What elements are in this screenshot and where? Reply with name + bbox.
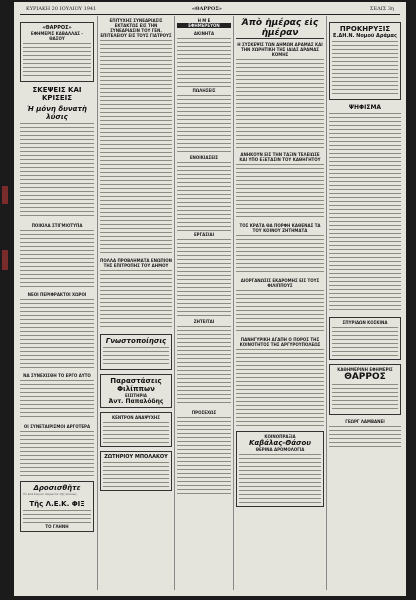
headline-3-body: [236, 235, 324, 275]
ferry-schedule-title-2: Καβάλας-Θάσου: [248, 439, 312, 447]
classified-body: [177, 326, 231, 406]
headline-5-body: [236, 349, 324, 427]
advert-notice-body: [103, 347, 169, 367]
advert-cafe-body: [103, 422, 169, 444]
article-1-body: [20, 123, 94, 219]
advert-3-title: ΓΕΩΡΓ ΛΑΜΒΑΝΕΙ: [345, 419, 385, 424]
classified-body: [177, 95, 231, 155]
section-body: [329, 113, 401, 313]
ferry-schedule-subtitle: ΘΕΡΙΝΑ ΔΡΟΜΟΛΟΓΙΑ: [255, 447, 305, 452]
advert-theatre-line-1: ΕΙΣΙΤΗΡΙΑ: [124, 393, 148, 398]
ferry-schedule-box: [236, 431, 324, 507]
column-1: [20, 18, 94, 590]
advert-1: [20, 481, 94, 532]
column-3: [177, 18, 231, 590]
advert-shop: [100, 451, 172, 491]
headline-4: ΔΙΟΡΓΑΝΩΣΙΣ ΕΚΔΡΟΜΗΣ ΕΙΣ ΤΟΥΣ ΦΙΛΙΠΠΟΥΣ: [240, 278, 320, 288]
headline-1: Η ΣΥΣΚΕΨΙΣ ΤΩΝ ΔΗΜΩΝ ΔΡΑΜΑΣ ΚΑΙ ΤΗΝ ΧΩΡΗΤΙΚΗ ΤΗΣ ΙΔΙΑΣ ΔΡΑΜΑΣ ΚΟΜΗΣ: [237, 42, 323, 57]
masthead-box: [20, 22, 94, 82]
classified-body: [177, 239, 231, 319]
advert-2-body: [23, 510, 91, 524]
headline-3: ΤΟΣ ΚΡΑΤΑ ΘΑ ΠΟΡΦΗ ΚΑΘΕΝΑΣ ΤΑ ΤΟΥ ΚΟΙΝΟΥ ΖΗΤΗΜΑΤΑ: [239, 223, 321, 233]
advert-2: [329, 364, 401, 415]
header-paper-name: «ΘΑΡΡΟΣ»: [192, 6, 222, 12]
advert-1-title: ΣΠΥΡΙΔΩΝ ΚΟΣΚΙΝΑ: [342, 320, 388, 325]
headline-2-body: [100, 270, 172, 330]
classified-item: ΕΝΟΙΚΙΑΣΕΙΣ: [189, 155, 219, 160]
advert-1-title: Δροσισθῆτε: [33, 484, 81, 492]
edge-mark-bottom: [2, 250, 8, 270]
advert-notice-title: Γνωστοποίησις: [105, 337, 167, 345]
advert-2-title: Τῆς Λ.Ε.Κ. ΦΙΞ: [29, 500, 85, 508]
article-5-body: [20, 431, 94, 477]
headline-2: ΑΝΗΚΟΥΝ ΕΙΣ ΤΗΝ ΤΑΞΙΝ ΤΕΛΕΙΩΣΕ ΚΑΙ ΥΠΟ ΕΞΕΤΑΣΙΝ ΤΟΥ ΚΑΘΗΓΗΤΟΥ: [239, 152, 321, 162]
advert-theatre-line-2: Ἀντ. Παπαλόδης: [108, 398, 164, 405]
article-2-title: ΠΟΙΚΙΛΑ ΣΤΙΓΜΙΟΤΥΠΑ: [31, 223, 83, 228]
section-title: ΣΚΕΨΕΙΣ ΚΑΙ ΚΡΙΣΕΙΣ: [32, 86, 82, 102]
advert-theatre: [100, 374, 172, 408]
headline-1-body: [236, 59, 324, 149]
advert-theatre-title: Παραστάσεις Φιλίππων: [110, 377, 162, 393]
newspaper-page: [14, 2, 406, 596]
headline-2-body: [236, 164, 324, 220]
article-5-title: ΟΙ ΣΥΝΕΤΑΙΡΙΣΜΟΙ ΑΡΓΟΤΕΡΑ: [23, 424, 91, 429]
classified-body: [177, 162, 231, 232]
advert-1-text: Τὸ καλύτερον παγωτὸν τῆς πόλεως: [23, 492, 77, 496]
advert-1: [329, 317, 401, 360]
column-separator: [97, 16, 98, 590]
masthead-details: [23, 43, 91, 79]
daily-banner: Ἀπὸ ἡμέρας εἰς ἡμέραν: [236, 18, 324, 39]
advert-cafe: [100, 412, 172, 447]
classified-item: ΑΚΙΝΗΤΑ: [193, 31, 215, 36]
advert-1-body: [332, 327, 398, 357]
headline-2: ΠΟΛΛΑ ΠΡΟΒΛΗΜΑΤΑ ΕΝΩΠΙΟΝ ΤΗΣ ΕΠΙΤΡΟΠΗΣ ΤΟΥ ΔΗΜΟΥ: [100, 258, 172, 268]
headline-5: ΠΑΝΗΓΥΡΙΚΗ ΑΓΑΠΗ Ο ΠΟΡΟΣ ΤΗΣ ΚΟΙΝΟΤΗΤΟΣ ΤΗΣ ΑΡΓΥΡΟΥΠΟΛΕΩΣ: [239, 337, 321, 347]
notice-body: [332, 41, 398, 97]
header-date: ΚΥΡΙΑΚΗ 20 ΙΟΥΛΙΟΥ 1941: [26, 6, 97, 12]
column-3-bottom-body: [177, 417, 231, 497]
header-rule: [20, 14, 400, 15]
advert-3-body: [329, 426, 401, 450]
advert-cafe-title: ΚΕΝΤΡΟΝ ΑΝΑΨΥΧΗΣ: [112, 415, 160, 420]
headline-4-body: [236, 290, 324, 334]
advert-3-title: ΤΟ ΓΛΗΝΗ: [45, 524, 69, 529]
column-separator: [233, 16, 234, 590]
notice-subtitle: Ε.ΔΗ.Ν. Νομοῦ Δράμας: [333, 33, 397, 39]
section-title: ΨΗΦΙΣΜΑ: [348, 104, 382, 111]
column-3-subtag: ΕΦΗΜΕΡΕΥΟΝ: [177, 23, 231, 28]
headline-1-body: [100, 40, 172, 254]
ferry-schedule-title: ΚΟΙΝΟΠΡΑΞΙΑ: [264, 434, 296, 439]
article-2-body: [20, 230, 94, 288]
column-4: [236, 18, 324, 590]
column-3-tag: Η Μ Ε: [197, 18, 211, 23]
header-page-number: ΣΕΛΙΣ 3η: [369, 6, 394, 12]
column-separator: [174, 16, 175, 590]
advert-2-body: [332, 384, 398, 412]
ferry-schedule-body: [239, 454, 321, 504]
masthead-title: «ΘΑΡΡΟΣ»: [42, 25, 72, 31]
classified-item: ΕΡΓΑΣΙΑΙ: [193, 232, 215, 237]
headline-1: ΕΠΙΤΥΧΗΣ ΣΥΝΕΔΡΙΑΣΙΣ ΕΚΤΑΚΤΩΣ ΕΙΣ ΤΗΝ ΣΥΝΕΔΡΙΑΣΙΝ ΤΟΥ ΓΕΝ. ΕΠΙΤΕΛΕΙΟΥ ΕΙΣ ΤΟΥΣ ΓΙΑΤΡΟΥΣ: [100, 18, 172, 38]
advert-2-title: ΘΑΡΡΟΣ: [344, 372, 386, 382]
advert-2-subtitle: ΚΑΘΗΜΕΡΙΝΗ ΕΦΗΜΕΡΙΣ: [337, 367, 393, 372]
notice-box: [329, 22, 401, 100]
column-5: [329, 18, 401, 590]
advert-shop-title: ΖΩΤΗΡΙΟΥ ΜΠΟΛΑΚΟΥ: [104, 454, 168, 460]
article-4-title: ΝΑ ΣΥΝΕΧΙΣΘΗ ΤΟ ΕΡΓΟ ΑΥΤΟ: [23, 373, 91, 378]
article-3-body: [20, 299, 94, 369]
classified-body: [177, 38, 231, 88]
article-4-body: [20, 380, 94, 420]
classified-item: ΖΗΤΕΙΤΑΙ: [193, 319, 215, 324]
masthead-subtitle: ΕΦΗΜΕΡΙΣ ΚΑΒΑΛΛΑΣ - ΘΑΣΟΥ: [30, 31, 84, 41]
article-3-title: ΝΕΟΙ ΠΕΡΙΦΡΑΚΤΟΙ ΧΩΡΟΙ: [27, 292, 87, 297]
advert-shop-body: [103, 462, 169, 488]
classified-item: ΠΩΛΗΣΕΙΣ: [192, 88, 216, 93]
column-separator: [326, 16, 327, 590]
notice-title: ΠΡΟΚΗΡΥΞΙΣ: [339, 25, 391, 33]
edge-mark-top: [2, 186, 8, 204]
column-3-bottom-title: ΠΡΟΣΕΧΩΣ: [191, 410, 217, 415]
article-1-title: Ἡ μόνη δυνατὴ λύσις: [27, 105, 87, 121]
column-2: [100, 18, 172, 590]
advert-notice: [100, 334, 172, 370]
